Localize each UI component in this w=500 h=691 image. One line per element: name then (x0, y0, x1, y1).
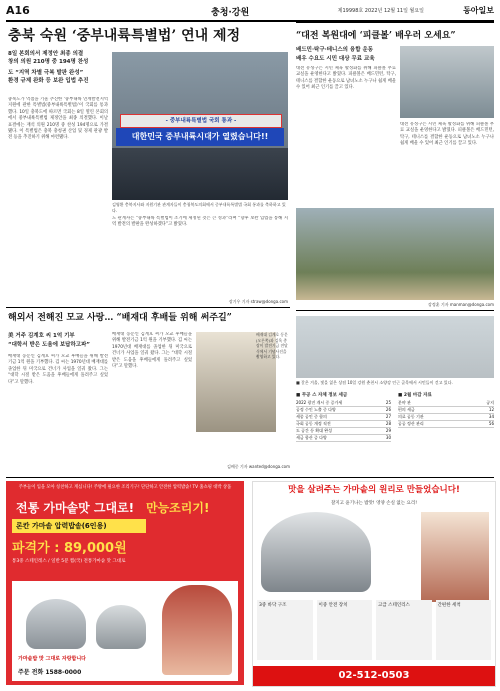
pot-image (96, 605, 146, 649)
article1-photo (112, 52, 288, 200)
feature-list (257, 600, 491, 660)
table-cell-value: 28 (385, 421, 391, 426)
crowd-image (112, 148, 288, 200)
order-phone[interactable]: 1588-0000 (45, 669, 82, 676)
ad-product-name: 론칸 가마솥 압력밥솥(6인용) (12, 519, 146, 533)
table-cell-value: 12 (488, 407, 494, 412)
banner-big: 대한민국 중부내륙시대가 열렸습니다!! (116, 128, 284, 146)
ad-price-label: 파격가 : (12, 541, 60, 556)
pot-image (26, 599, 86, 649)
article1-headline: 충북 숙원 ‘중부내륙특별법’ 연내 제정 (8, 28, 241, 44)
table-cell-value: 25 (385, 400, 391, 405)
page-number: A16 (6, 4, 30, 17)
article2-body: 대전 유성구는 시민 체육 활성화를 위해 피클볼 무료 교실을 운영한다고 밝혔다. 피클볼은 배드민턴, 탁구, 테니스를 결합한 운동으로 남녀노소 누구나 쉽게 배울 수 있어 최근 인기를 끌고 있다. (296, 66, 396, 91)
advertisement-right[interactable] (252, 481, 496, 687)
table-row (296, 435, 391, 442)
article1-subhead: 도 “지역 차별 극복 발판 완성” (8, 70, 84, 76)
table-cell-value: 26 (385, 407, 391, 412)
article4-photo (296, 316, 494, 378)
article1-subhead: 환경 규제 완화 등 보완 입법 추진 (8, 78, 89, 84)
article1-byline: 장기우 기자 straw@donga.com (228, 299, 288, 304)
feature-item: 이중 안전 장치 (317, 600, 373, 660)
article1-subheads (8, 50, 108, 85)
table-row (398, 400, 494, 407)
feature-item: 고급 스테인리스 (376, 600, 432, 660)
article2-photo-1 (400, 46, 494, 118)
ad-headline-2: 만능조리기! (146, 501, 210, 515)
article3-byline: 김배중 기자 wanted@donga.com (226, 464, 290, 469)
table-row (296, 421, 391, 428)
table-cell-key: 2022 광진 개시 중 증가세 (296, 400, 343, 405)
article1-subhead: 창의 의원 210명 중 194명 찬성 (8, 59, 89, 65)
table-cell-key: 의료 공동 기관 (398, 414, 424, 419)
table-cell-value: 공지 (486, 400, 494, 405)
article3-body-cont: 배재대 동문인 김계호 씨가 모교 후배들을 위해 발전기금 1억 원을 기부했다. 김 씨는 1970년대 배재대를 졸업한 뒤 미국으로 건너가 사업을 일궈 왔다. 그는 “대학 시절 받은 도움을 후배들에게 돌려주고 싶었다”고 말했다. (112, 332, 192, 370)
article2-headline: “대전 복원대에 ‘피클볼’ 배우러 오세요” (296, 31, 456, 41)
ad-benefits: 통3중 스테인레스 / 일반 5분 찜(국) 전통가마솥 맛 그대로 (12, 559, 126, 564)
article3-subhead: 美 거주 김계호 씨 1억 기부 (8, 333, 75, 339)
ad-quote: 가마솥밥 맛 그대로 자랑합니다 (18, 656, 87, 662)
table-row (398, 421, 494, 428)
section-title: 충청·강원 (211, 8, 250, 18)
feature-item: 3중 바닥 구조 (257, 600, 313, 660)
article2-subhead: 배드민·탁구·테니스의 융합 운동 (296, 47, 374, 53)
ad-products-panel (12, 581, 238, 681)
table-cell-key: 공공 정산 관리 (398, 421, 424, 426)
article3-body: 배재대 동문인 김계호 씨가 모교 후배들을 위해 발전기금 1억 원을 기부했다. 김 씨는 1970년대 배재대를 졸업한 뒤 미국으로 건너가 사업을 일궈 왔다. 그는 “대학 시절 받은 도움을 후배들에게 돌려주고 싶었다”고 말했다. (8, 354, 108, 385)
divider (6, 307, 290, 308)
table-cell-key: 편의 세금 (398, 407, 415, 412)
article3-photo-caption: 배재대 김계호 동문(오른쪽)과 김욱 총장이 발전기금 전달식에서 기념사진을 촬영하고 있다. (256, 332, 288, 359)
newspaper-name: 동아일보 (463, 5, 494, 15)
ad-top-text: 주부들이 입을 모아 칭찬하고 계십니다! 주방에 필요한 조리기구! 단단하고 안전한 압력밥솥! TV 홈쇼핑 대박 상품 (18, 485, 232, 490)
article3-subhead: “대학서 받은 도움에 보답하고파” (8, 342, 91, 348)
article2-subhead: 배우 수요도 시민 대상 무료 교육 (296, 56, 375, 62)
banner-small: - 중부내륙특별법 국회 통과 - (120, 114, 282, 128)
table-cell-key: 도 공간 등 확대 완성 (296, 428, 332, 433)
table-body (398, 400, 494, 428)
article2-body-cont: 대전 유성구는 시민 체육 활성화를 위해 피클볼 무료 교실을 운영한다고 밝혔다. 피클볼은 배드민턴, 탁구, 테니스를 결합한 운동으로 남녀노소 누구나 쉽게 배울 수 있어 최근 인기를 끌고 있다. (400, 122, 494, 147)
ad-right-phone[interactable]: 02-512-0503 (253, 666, 495, 686)
table-cell-value: 34 (488, 414, 494, 419)
page-header (6, 4, 494, 22)
article2-byline: 강정훈 기자 manman@donga.com (428, 302, 494, 307)
table-row (296, 414, 391, 421)
table-cell-value: 56 (488, 421, 494, 426)
advertisement-left[interactable] (6, 481, 244, 685)
table-cell-key: 국회 공동 개정 직전 (296, 421, 331, 426)
ad-right-sub: 찰지고 윤기나는 밥맛! 영양 손실 없는 요리! (330, 501, 418, 506)
table-row (398, 414, 494, 421)
table-body (296, 400, 391, 442)
article1-body2: 도 관계자는 “중부내륙 특별법이 조기에 제정된 것은 큰 성과”라며 “향후 보완 입법을 통해 지역 발전의 발판을 완성하겠다”고 밝혔다. (112, 216, 288, 228)
pot-image (261, 512, 371, 592)
article3-headline: 해외서 전해진 모교 사랑… “배재대 후배들 위해 써주길” (8, 313, 232, 323)
table-cell-key: 분야 관 (398, 400, 411, 405)
table-row (296, 407, 391, 414)
table-cell-value: 29 (385, 428, 391, 433)
table-cell-key: 세금 합산 증 다양 (296, 435, 327, 440)
info-table-1 (296, 392, 391, 442)
ad-right-headline: 맛을 살려주는 가마솥의 원리로 만들었습니다! (253, 482, 495, 498)
feature-item: 간편한 세척 (436, 600, 492, 660)
ad-price: 89,000원 (63, 541, 127, 556)
table-row (398, 407, 494, 414)
table-title: ■ 2월 마감 자료 (398, 393, 432, 398)
divider (296, 22, 494, 23)
divider (6, 477, 494, 478)
table-row (296, 400, 391, 407)
table-cell-value: 30 (385, 435, 391, 440)
article1-body: 충북도가 역점을 기울 추진한 ‘중부내륙 연계발전지역 지원에 관한 특별법(중부내륙특별법)’이 국회를 통과했다. 10일 충북도에 따르면 국회는 8일 열린 본회의에서 중부내륙특별법 제정안을 최종 의결했다. 이날 표결에는 재석 의원 210명 중 찬성 194명으로 가결됐다. 이 특별법은 충북 충청권 산업 및 경제 관광 발전 등을 추진하기 위해 마련됐다. (8, 97, 108, 141)
article2-photo-2 (296, 208, 494, 300)
table-row (296, 428, 391, 435)
table-title: ■ 무공 스 자체 정보 세금 (296, 393, 348, 398)
order-label: 주문 전화 (18, 669, 44, 676)
info-table-2 (398, 392, 494, 428)
table-cell-key: 세종 공인 중 합의 (296, 414, 327, 419)
issue-date: 제19998호 2022년 12월 11일 월요일 (337, 8, 424, 14)
table-cell-key: 공정 수인 노출 중 다양 (296, 407, 336, 412)
spokesperson-photo (421, 512, 489, 602)
ad-headline-1: 전통 가마솥맛 그대로! (16, 501, 135, 515)
spokesperson-photo (162, 585, 232, 675)
article1-photo-caption: 김영환 충북지사와 지원기관 관계자들이 충청북도의회에서 중부내륙특별법 국회 통과를 축하하고 있다. (112, 202, 286, 213)
divider (296, 310, 494, 311)
table-cell-value: 27 (385, 414, 391, 419)
article4-photo-caption: ■ 갈은 겨울, 빛을 잃은 상점 10일 강원 춘천시 소양강 인근 골목에서 시민들이 걷고 있다. (296, 380, 453, 385)
article1-subhead: 8일 본회의서 제정안 최종 의결 (8, 51, 84, 57)
